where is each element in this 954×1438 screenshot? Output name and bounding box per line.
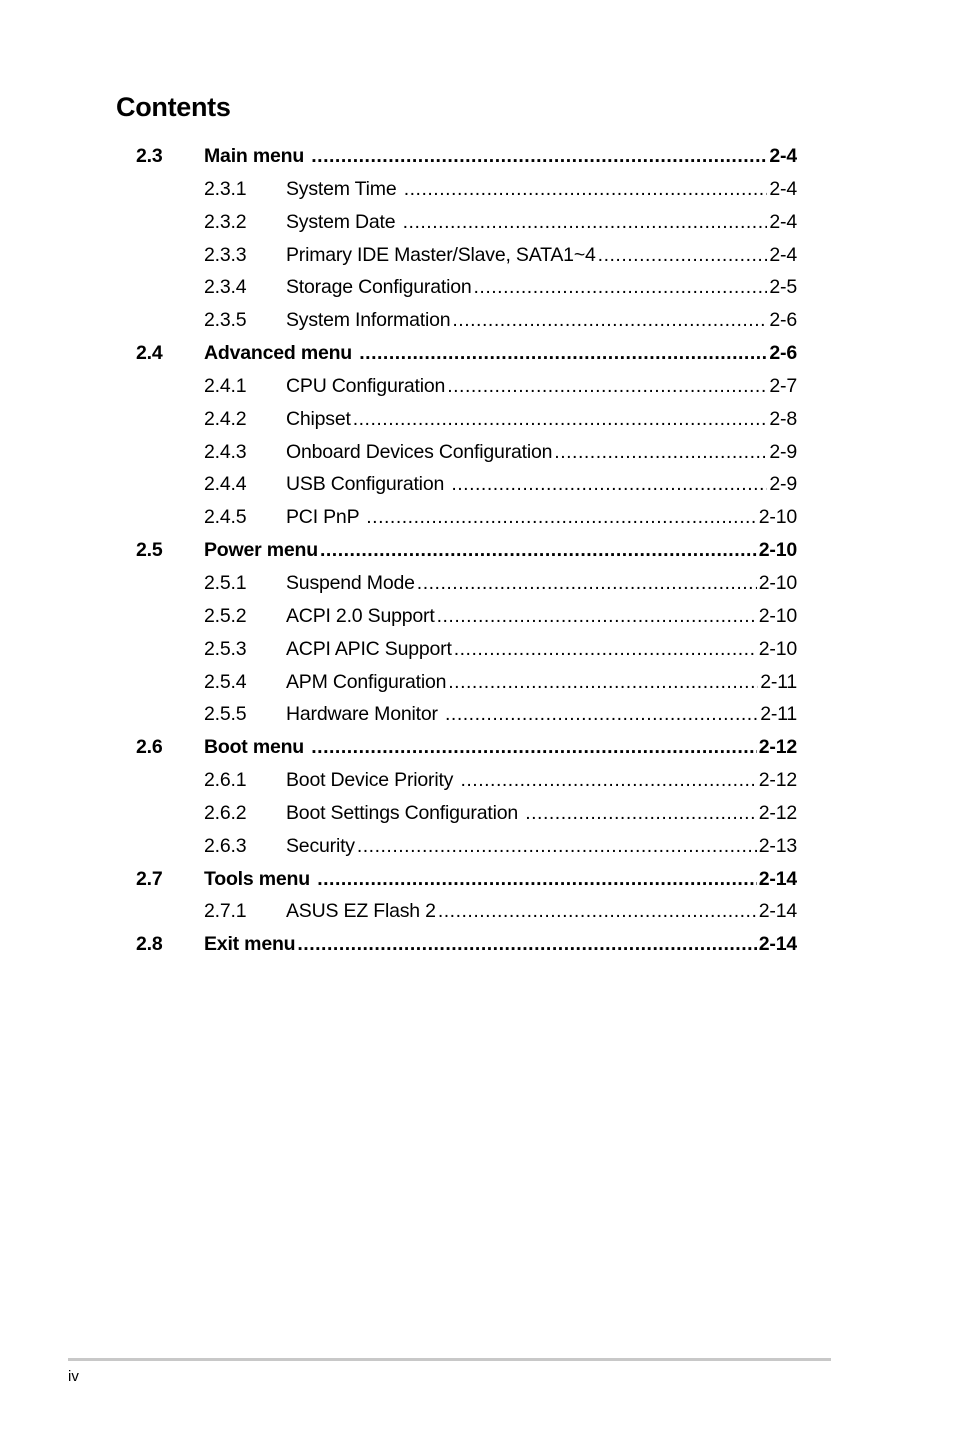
- toc-entry-title: Primary IDE Master/Slave, SATA1~4: [286, 243, 596, 266]
- toc-dot-leader: [454, 633, 757, 665]
- toc-entry-page: 2-13: [758, 834, 797, 857]
- toc-entry-number: 2.4.3: [204, 440, 247, 463]
- toc-subsection-entry[interactable]: [136, 370, 797, 403]
- toc-subsection-entry[interactable]: [136, 895, 797, 928]
- toc-entry-page: 2-9: [769, 473, 797, 496]
- toc-dot-leader: [404, 173, 768, 205]
- toc-entry-line: [286, 271, 797, 303]
- toc-dot-leader: [417, 567, 757, 599]
- toc-entry-title: PCI PnP: [286, 506, 365, 529]
- toc-entry-number: 2.3.1: [204, 177, 247, 200]
- toc-entry-line: [286, 370, 797, 402]
- toc-dot-leader: [438, 895, 757, 927]
- toc-entry-title: CPU Configuration: [286, 374, 446, 397]
- toc-entry-title: USB Configuration: [286, 473, 450, 496]
- toc-entry-number: 2.7.1: [204, 900, 247, 923]
- toc-entry-line: [286, 173, 797, 205]
- toc-entry-number: 2.4.5: [204, 506, 247, 529]
- table-of-contents: [136, 140, 797, 961]
- toc-subsection-entry[interactable]: [136, 797, 797, 830]
- toc-section-entry[interactable]: [136, 337, 797, 370]
- toc-entry-number: 2.3: [136, 145, 163, 167]
- toc-subsection-entry[interactable]: [136, 666, 797, 699]
- toc-entry-number: 2.6.3: [204, 834, 247, 857]
- toc-entry-page: 2-10: [758, 571, 797, 594]
- toc-subsection-entry[interactable]: [136, 830, 797, 863]
- toc-entry-line: [204, 337, 797, 369]
- toc-entry-title: ASUS EZ Flash 2: [286, 900, 436, 923]
- toc-entry-page: 2-5: [769, 276, 797, 299]
- toc-subsection-entry[interactable]: [136, 468, 797, 501]
- toc-entry-page: 2-12: [758, 769, 797, 792]
- toc-entry-line: [286, 633, 797, 665]
- toc-entry-page: 2-14: [758, 900, 797, 923]
- toc-entry-page: 2-11: [760, 703, 797, 726]
- toc-entry-page: 2-8: [769, 407, 797, 430]
- toc-entry-line: [204, 534, 797, 566]
- toc-dot-leader: [353, 403, 768, 435]
- toc-entry-number: 2.3.5: [204, 309, 247, 332]
- toc-entry-title: Tools menu: [204, 867, 316, 890]
- toc-entry-page: 2-11: [760, 670, 797, 693]
- toc-entry-title: ACPI 2.0 Support: [286, 604, 435, 627]
- toc-entry-number: 2.7: [136, 867, 163, 890]
- toc-dot-leader: [447, 370, 767, 402]
- toc-dot-leader: [437, 600, 757, 632]
- toc-entry-number: 2.4.4: [204, 473, 247, 496]
- toc-subsection-entry[interactable]: [136, 600, 797, 633]
- toc-entry-number: 2.5.5: [204, 703, 247, 726]
- footer-page-number: iv: [68, 1368, 79, 1385]
- toc-dot-leader: [451, 468, 767, 500]
- toc-entry-line: [286, 666, 797, 698]
- toc-subsection-entry[interactable]: [136, 501, 797, 534]
- toc-entry-page: 2-4: [769, 145, 797, 167]
- toc-entry-number: 2.5.4: [204, 670, 247, 693]
- toc-entry-line: [204, 928, 797, 960]
- toc-entry-page: 2-7: [769, 374, 797, 397]
- toc-entry-number: 2.6.2: [204, 801, 247, 824]
- toc-subsection-entry[interactable]: [136, 173, 797, 206]
- toc-entry-title: System Information: [286, 309, 451, 332]
- toc-entry-number: 2.4.1: [204, 374, 247, 397]
- toc-entry-title: Boot Settings Configuration: [286, 801, 524, 824]
- toc-entry-number: 2.4: [136, 342, 163, 365]
- toc-subsection-entry[interactable]: [136, 239, 797, 272]
- toc-entry-line: [204, 863, 797, 895]
- toc-entry-title: APM Configuration: [286, 670, 447, 693]
- toc-entry-number: 2.4.2: [204, 407, 247, 430]
- toc-dot-leader: [448, 666, 758, 698]
- toc-entry-page: 2-9: [769, 440, 797, 463]
- toc-entry-title: ACPI APIC Support: [286, 637, 452, 660]
- toc-section-entry[interactable]: [136, 731, 797, 764]
- toc-entry-line: [286, 600, 797, 632]
- toc-entry-line: [286, 895, 797, 927]
- toc-entry-number: 2.5.2: [204, 604, 247, 627]
- toc-dot-leader: [359, 337, 767, 369]
- toc-entry-line: [286, 304, 797, 336]
- toc-entry-page: 2-14: [758, 867, 797, 890]
- toc-section-entry[interactable]: [136, 140, 797, 173]
- toc-entry-line: [286, 797, 797, 829]
- toc-dot-leader: [452, 304, 767, 336]
- toc-section-entry[interactable]: [136, 928, 797, 961]
- toc-entry-line: [286, 239, 797, 271]
- toc-dot-leader: [598, 239, 768, 271]
- toc-entry-title: Storage Configuration: [286, 276, 472, 299]
- toc-entry-title: System Time: [286, 177, 402, 200]
- toc-entry-number: 2.3.3: [204, 243, 247, 266]
- toc-subsection-entry[interactable]: [136, 271, 797, 304]
- toc-dot-leader: [317, 863, 757, 895]
- toc-dot-leader: [320, 534, 757, 566]
- toc-entry-line: [286, 830, 797, 862]
- toc-dot-leader: [357, 830, 757, 862]
- toc-entry-line: [286, 468, 797, 500]
- toc-entry-line: [286, 698, 797, 730]
- toc-entry-number: 2.3.2: [204, 210, 247, 233]
- toc-entry-page: 2-6: [769, 342, 797, 365]
- toc-entry-number: 2.5: [136, 539, 163, 562]
- toc-dot-leader: [460, 764, 756, 796]
- toc-entry-number: 2.6.1: [204, 769, 247, 792]
- toc-entry-page: 2-10: [758, 604, 797, 627]
- page-title: Contents: [116, 92, 231, 122]
- toc-entry-line: [286, 206, 797, 238]
- toc-entry-page: 2-6: [769, 309, 797, 332]
- toc-entry-page: 2-4: [769, 177, 797, 200]
- toc-entry-page: 2-10: [758, 539, 797, 562]
- toc-entry-title: System Date: [286, 210, 401, 233]
- toc-dot-leader: [366, 501, 757, 533]
- toc-entry-title: Security: [286, 834, 355, 857]
- toc-entry-title: Onboard Devices Configuration: [286, 440, 553, 463]
- toc-entry-number: 2.3.4: [204, 276, 247, 299]
- toc-entry-title: Hardware Monitor: [286, 703, 443, 726]
- toc-entry-line: [286, 567, 797, 599]
- toc-subsection-entry[interactable]: [136, 304, 797, 337]
- toc-entry-page: 2-4: [769, 243, 797, 266]
- toc-dot-leader: [554, 436, 767, 468]
- toc-dot-leader: [525, 797, 757, 829]
- toc-entry-title: Chipset: [286, 407, 351, 430]
- toc-dot-leader: [311, 140, 767, 172]
- toc-entry-title: Exit menu: [204, 933, 296, 956]
- toc-entry-line: [204, 731, 797, 763]
- toc-entry-line: [286, 764, 797, 796]
- toc-dot-leader: [311, 731, 757, 763]
- toc-dot-leader: [403, 206, 768, 238]
- toc-entry-line: [286, 436, 797, 468]
- toc-entry-page: 2-10: [758, 506, 797, 529]
- footer-divider: [68, 1358, 831, 1361]
- toc-entry-number: 2.8: [136, 933, 163, 956]
- toc-entry-title: Boot Device Priority: [286, 769, 459, 792]
- toc-entry-page: 2-14: [758, 933, 797, 956]
- toc-dot-leader: [474, 271, 768, 303]
- toc-subsection-entry[interactable]: [136, 206, 797, 239]
- toc-section-entry[interactable]: [136, 863, 797, 896]
- toc-subsection-entry[interactable]: [136, 698, 797, 731]
- toc-subsection-entry[interactable]: [136, 567, 797, 600]
- toc-dot-leader: [445, 698, 758, 730]
- toc-entry-number: 2.6: [136, 736, 163, 759]
- toc-entry-line: [286, 501, 797, 533]
- toc-entry-line: [204, 140, 797, 172]
- toc-entry-title: Power menu: [204, 539, 318, 562]
- toc-entry-title: Suspend Mode: [286, 571, 415, 594]
- toc-entry-line: [286, 403, 797, 435]
- toc-dot-leader: [297, 928, 756, 960]
- toc-subsection-entry[interactable]: [136, 436, 797, 469]
- toc-entry-title: Advanced menu: [204, 342, 358, 365]
- toc-subsection-entry[interactable]: [136, 403, 797, 436]
- toc-section-entry[interactable]: [136, 534, 797, 567]
- toc-subsection-entry[interactable]: [136, 633, 797, 666]
- toc-entry-title: Main menu: [204, 145, 310, 167]
- toc-entry-page: 2-4: [769, 210, 797, 233]
- toc-entry-number: 2.5.3: [204, 637, 247, 660]
- toc-entry-title: Boot menu: [204, 736, 310, 759]
- toc-entry-page: 2-10: [758, 637, 797, 660]
- toc-entry-number: 2.5.1: [204, 571, 247, 594]
- toc-entry-page: 2-12: [758, 801, 797, 824]
- toc-subsection-entry[interactable]: [136, 764, 797, 797]
- toc-entry-page: 2-12: [758, 736, 797, 759]
